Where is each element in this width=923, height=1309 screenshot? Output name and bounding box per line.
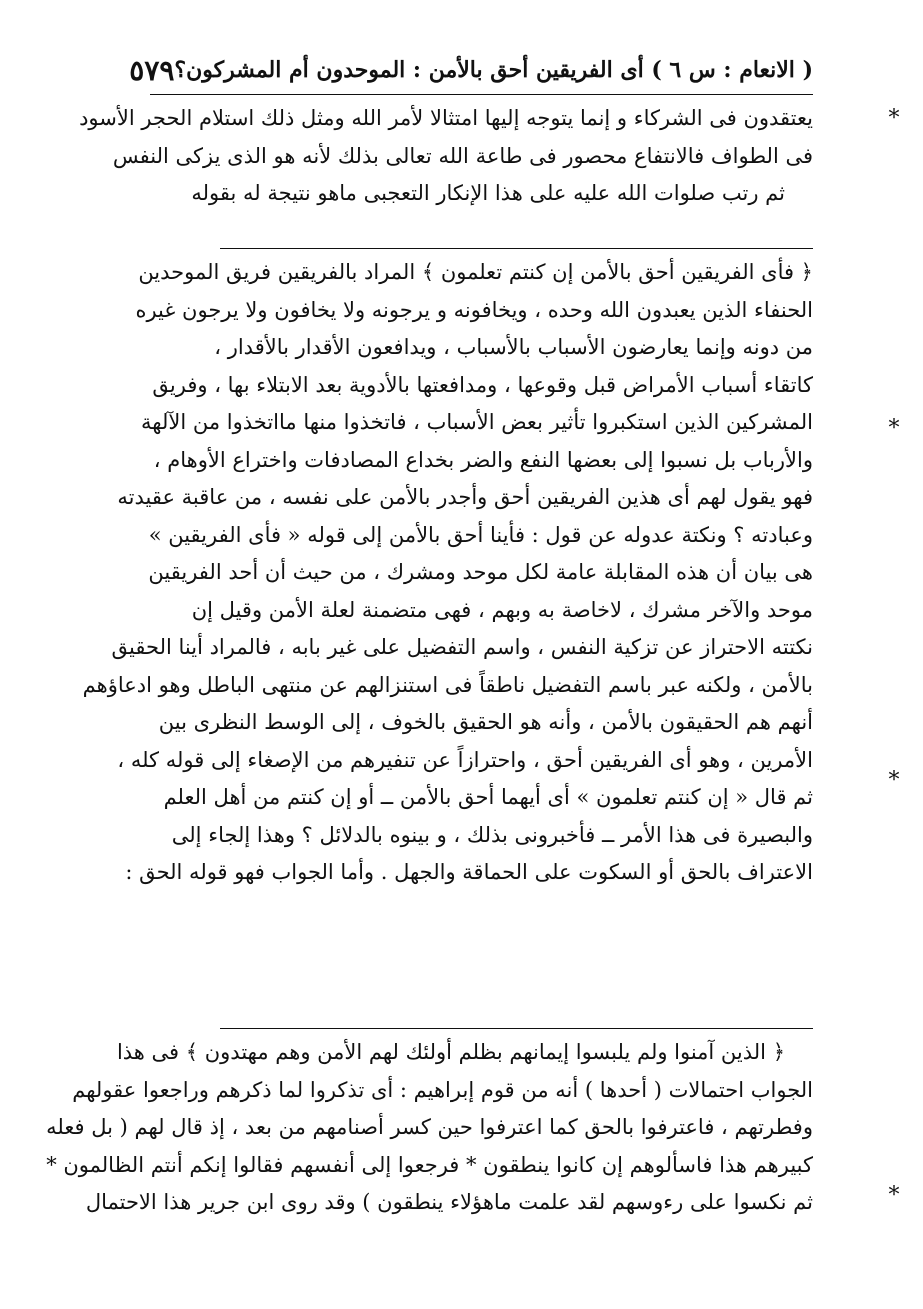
text-line: الاعتراف بالحق أو السكوت على الحماقة والجهل . وأما الجواب فهو قوله الحق :	[125, 860, 813, 884]
margin-ornament-icon: *	[888, 416, 900, 441]
text-line: والبصيرة فى هذا الأمر ــ فأخبرونى بذلك ، و بينوه بالدلائل ؟ وهذا إلجاء إلى	[171, 822, 813, 847]
text-line: ثم رتب صلوات الله عليه على هذا الإنكار التعجبى ماهو نتيجة له بقوله	[191, 181, 785, 205]
section-rule	[220, 248, 813, 249]
page-number: ٥٧٩	[129, 53, 175, 87]
running-title: ( الانعام : س ٦ ) أى الفريقين أحق بالأمن : الموحدون أم المشركون؟	[174, 57, 813, 83]
margin-ornament-icon: *	[888, 1183, 900, 1208]
text-line: هى بيان أن هذه المقابلة عامة لكل موحد ومشرك ، من حيث أن أحد الفريقين	[148, 560, 813, 584]
text-block-intro	[79, 100, 813, 213]
text-line: المشركين الذين استكبروا تأثير بعض الأسباب ، فاتخذوا منها مااتخذوا من الآلهة	[141, 410, 813, 434]
text-line: ثم نكسوا على رءوسهم لقد علمت ماهؤلاء ينطقون ) وقد روى ابن جرير هذا الاحتمال	[85, 1190, 813, 1214]
text-line: ثم قال « إن كنتم تعلمون » أى أيهما أحق بالأمن ــ أو إن كنتم من أهل العلم	[163, 785, 813, 809]
text-line: فى الطواف فالانتفاع محصور فى طاعة الله تعالى بذلك لأنه هو الذى يزكى النفس	[112, 143, 813, 168]
verse-line: ﴿ الذين آمنوا ولم يلبسوا إيمانهم بظلم أولئك لهم الأمن وهم مهتدون ﴾ فى هذا	[116, 1040, 785, 1064]
page-header	[129, 50, 813, 90]
text-line: كاتقاء أسباب الأمراض قبل وقوعها ، ومدافعتها بالأدوية بعد الابتلاء بها ، وفريق	[152, 372, 813, 397]
verse-line: ﴿ فأى الفريقين أحق بالأمن إن كنتم تعلمون ﴾ المراد بالفريقين فريق الموحدين	[138, 260, 813, 284]
margin-ornament-icon: *	[888, 768, 900, 793]
text-line: بالأمن ، ولكنه عبر باسم التفضيل ناطقاً فى استنزالهم عن منتهى الباطل وهو ادعاؤهم	[82, 672, 813, 697]
text-line: الجواب احتمالات ( أحدها ) أنه من قوم إبراهيم : أى تذكروا لما ذكرهم وراجعوا عقولهم	[72, 1077, 813, 1102]
text-block-commentary	[82, 254, 813, 892]
text-line: كبيرهم هذا فاسألوهم إن كانوا ينطقون * فرجعوا إلى أنفسهم فقالوا إنكم أنتم الظالمون *	[46, 1152, 813, 1177]
text-block-answer	[46, 1034, 813, 1222]
section-rule	[220, 1028, 813, 1029]
margin-ornament-icon: *	[888, 106, 900, 131]
text-line: من دونه وإنما يعارضون الأسباب بالأسباب ، ويدافعون الأقدار بالأقدار ،	[214, 335, 813, 359]
text-line: الحنفاء الذين يعبدون الله وحده ، ويخافونه و يرجونه ولا يخافون ولا يرجون غيره	[135, 297, 813, 322]
text-line: والأرباب بل نسبوا إلى بعضها النفع والضر بخداع المصادفات واختراع الأوهام ،	[153, 447, 813, 472]
text-line: موحد والآخر مشرك ، لاخاصة به وبهم ، فهى متضمنة لعلة الأمن وقيل إن	[191, 597, 813, 622]
text-line: نكتته الاحتراز عن تزكية النفس ، واسم التفضيل على غير بابه ، فالمراد أينا الحقيق	[111, 635, 813, 659]
text-line: فهو يقول لهم أى هذين الفريقين أحق وأجدر بالأمن على نفسه ، من عاقبة عقيدته	[117, 485, 813, 509]
header-rule	[150, 94, 813, 95]
text-line: يعتقدون فى الشركاء و إنما يتوجه إليها امتثالا لأمر الله ومثل ذلك استلام الحجر الأسود	[79, 106, 813, 130]
text-line: وعبادته ؟ ونكتة عدوله عن قول : فأينا أحق بالأمن إلى قوله « فأى الفريقين »	[148, 522, 813, 547]
text-line: وفطرتهم ، فاعترفوا بالحق كما اعترفوا حين كسر أصنامهم من بعد ، إذ قال لهم ( بل فعله	[46, 1115, 813, 1139]
text-line: أنهم هم الحقيقون بالأمن ، وأنه هو الحقيق بالخوف ، إلى الوسط النظرى بين	[158, 710, 813, 734]
text-line: الأمرين ، وهو أى الفريقين أحق ، واحترازاً عن تنفيرهم من الإصغاء إلى قوله كله ،	[117, 747, 813, 772]
